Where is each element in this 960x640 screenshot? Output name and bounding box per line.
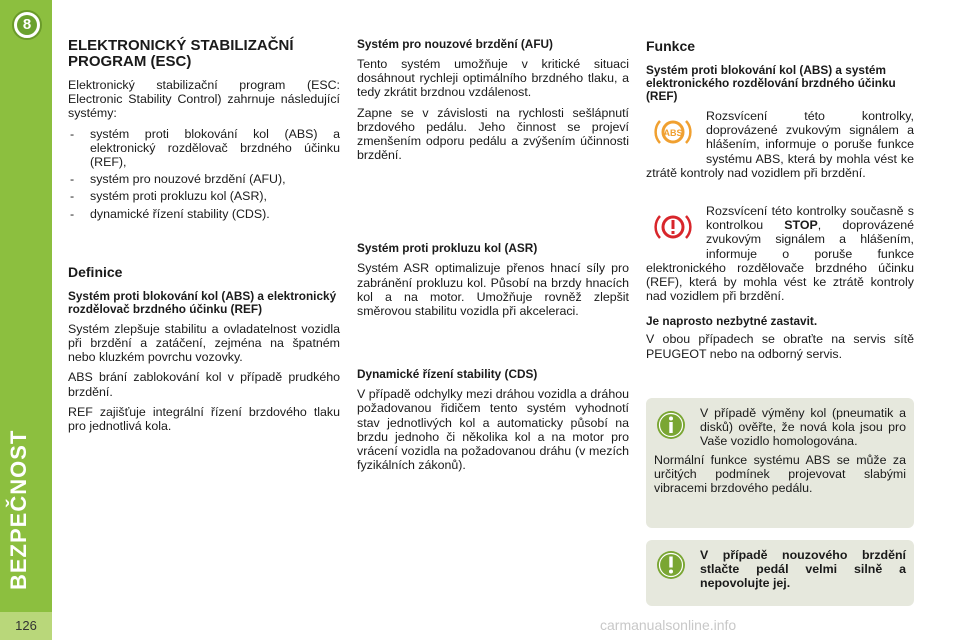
abs-vibration-note: Normální funkce systému ABS se může za určitých podmínek projevovat slabými vibracemi brzdového pedálu. xyxy=(654,452,906,496)
watermark: carmanualsonline.info xyxy=(600,617,737,633)
list-item: - systém proti prokluzu kol (ASR), xyxy=(68,189,340,203)
list-item: - systém proti blokování kol (ABS) a elektronický rozdělovač brzdného účinku (REF), xyxy=(68,127,340,170)
function-heading: Funkce xyxy=(646,38,696,54)
function-subheading: Systém proti blokování kol (ABS) a systém elektronického rozdělování brzdného účinku (REF) xyxy=(646,63,896,103)
cds-text: V případě odchylky mezi dráhou vozidla a dráhou požadovanou řidičem tento systém vyhodnotí stav jednotlivých kol a automaticky působí na brzdu jednoho či několika kol a na motor pro vrácení vozidla na požadovanou dráhu (v mezích fyzikálních zákonů). xyxy=(357,387,629,473)
emergency-braking-text: V případě nouzového brzdění stlačte pedál velmi silně a nepovolujte jej. xyxy=(700,548,906,591)
esc-title: ELEKTRONICKÝ STABILIZAČNÍ PROGRAM (ESC) xyxy=(68,37,294,70)
must-stop-text: Je naprosto nezbytné zastavit. xyxy=(646,314,818,329)
stop-label: STOP xyxy=(784,218,818,233)
abs-definition-text: ABS brání zablokování kol v případě prudkého brzdění. xyxy=(68,370,340,399)
list-item: - dynamické řízení stability (CDS). xyxy=(68,207,340,221)
wheel-replacement-note: V případě výměny kol (pneumatik a disků) ověřte, že nová kola jsou pro Vaše vozidlo homologována. xyxy=(700,406,906,449)
definitions-heading: Definice xyxy=(68,263,123,280)
brake-warning-text-end: , doprovázené zvukovým signálem a hlášením, informuje o poruše funkce elektronického rozdělovače brzdného účinku (REF), která by mohla vést ke ztrátě kontroly nad vozidlem při brzdění. xyxy=(646,218,914,304)
section-title: BEZPEČNOST xyxy=(6,429,31,590)
esc-intro: Elektronický stabilizační program (ESC: Electronic Stability Control) zahrnuje následující systémy: xyxy=(68,78,340,121)
abs-warning-icon xyxy=(654,113,692,154)
abs-ref-definition-heading: Systém proti blokování kol (ABS) a elektronický rozdělovač brzdného účinku (REF) xyxy=(68,288,337,316)
column-systems xyxy=(357,38,629,478)
cds-heading: Dynamické řízení stability (CDS) xyxy=(357,367,538,382)
chapter-number: 8 xyxy=(17,15,37,35)
afu-text-1: Tento systém umožňuje v kritické situaci dosáhnout rychleji optimálního brzdného tlaku, a tedy zkrátit brzdnou vzdálenost. xyxy=(357,57,629,100)
abs-warning-block xyxy=(646,109,914,180)
abs-ref-definition-text: Systém zlepšuje stabilitu a ovladatelnost vozidla při brzdění a zatáčení, zejména na špatném nebo kluzkém povrchu vozovky. xyxy=(68,321,340,365)
afu-heading: Systém pro nouzové brzdění (AFU) xyxy=(357,37,553,51)
asr-text: Systém ASR optimalizuje přenos hnací síly pro zabránění prokluzu kol. Působí na brzdy hnacích kol a na motor. Umožňuje rovněž zlepšit směrovou stabilitu vozidla při akceleraci. xyxy=(357,261,629,319)
exclamation-icon xyxy=(656,550,686,583)
abs-warning-text: Rozsvícení této kontrolky, doprovázené zvukovým signálem a hlášením, informuje o poruše funkce systému ABS, která by mohla vést ke ztrátě kontroly nad vozidlem při brzdění. xyxy=(646,109,914,180)
esc-systems-list xyxy=(68,127,340,221)
afu-text-2: Zapne se v závislosti na rychlosti sešlápnutí brzdového pedálu. Jeho činnost se projeví zmenšením odporu pedálu a zvýšením účinnosti brzdění. xyxy=(357,105,629,163)
emergency-braking-box xyxy=(646,540,914,606)
brake-warning-text-start: Rozsvícení této kontrolky současně s kontrolkou xyxy=(706,204,914,233)
page-number: 126 xyxy=(0,612,52,640)
info-box xyxy=(646,398,914,528)
column-esc-overview xyxy=(68,38,340,439)
abs-icon-text: ABS xyxy=(663,128,683,138)
brake-warning-icon xyxy=(654,208,692,249)
service-text: V obou případech se obraťte na servis sítě PEUGEOT nebo na odborný servis. xyxy=(646,332,914,361)
info-icon xyxy=(656,410,686,443)
list-item: - systém pro nouzové brzdění (AFU), xyxy=(68,172,340,186)
asr-heading: Systém proti prokluzu kol (ASR) xyxy=(357,241,538,256)
column-function xyxy=(646,38,914,367)
chapter-badge xyxy=(12,10,42,40)
ref-definition-text: REF zajišťuje integrální řízení brzdového tlaku pro jednotlivá kola. xyxy=(68,404,340,434)
brake-warning-block xyxy=(646,204,914,303)
chapter-sidebar xyxy=(0,0,52,640)
